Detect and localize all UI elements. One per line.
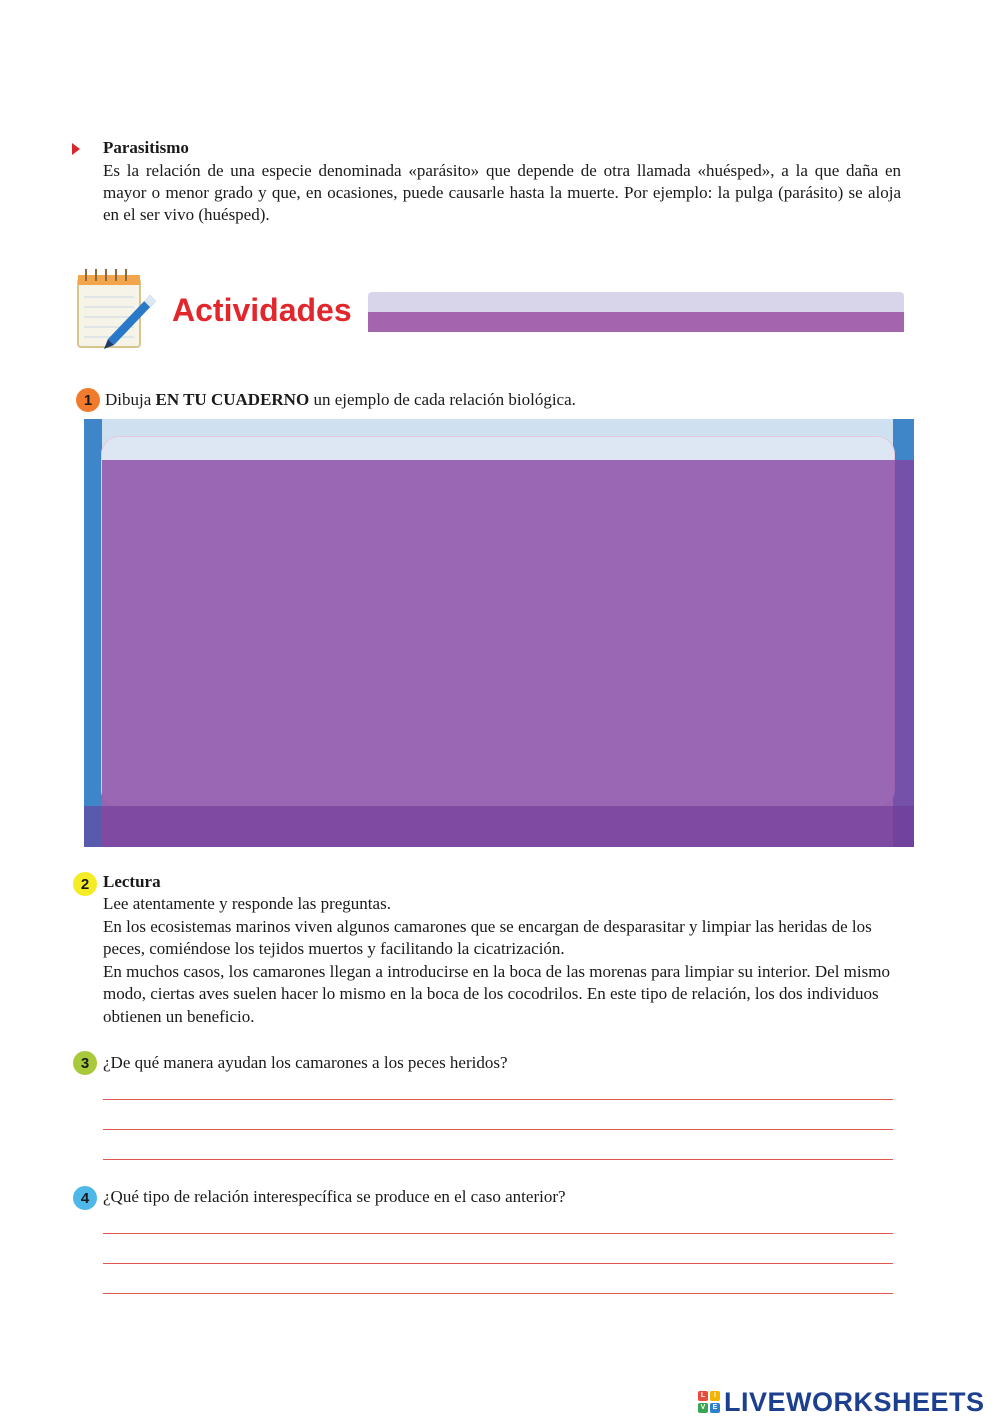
title-bar-light	[368, 292, 904, 312]
answer-line[interactable]	[103, 1099, 893, 1100]
drawing-area-bottom-band	[84, 806, 914, 847]
section-title-parasitism: Parasitismo	[103, 138, 189, 157]
question-number-2: 2	[73, 872, 97, 896]
question-1-text	[105, 389, 576, 411]
answer-line[interactable]	[103, 1233, 893, 1234]
liveworksheets-logo	[698, 1388, 985, 1416]
question-1-text-end: un ejemplo de cada relación biológica.	[309, 390, 576, 409]
logo-grid-icon: L I V E	[698, 1391, 720, 1413]
reading-title: Lectura	[103, 872, 161, 891]
drawing-area-left-strip	[84, 419, 102, 847]
drawing-answer-area[interactable]	[102, 460, 914, 847]
notebook-pen-icon	[70, 265, 160, 353]
activities-title: Actividades	[172, 292, 352, 328]
answer-line[interactable]	[103, 1263, 893, 1264]
question-3-text: ¿De qué manera ayudan los camarones a los peces heridos?	[103, 1053, 508, 1072]
answer-line[interactable]	[103, 1129, 893, 1130]
question-number-4: 4	[73, 1186, 97, 1210]
reading-paragraph: Lee atentamente y responde las preguntas.	[103, 894, 391, 913]
answer-line[interactable]	[103, 1159, 893, 1160]
reading-paragraph: En los ecosistemas marinos viven algunos camarones que se encargan de desparasitar y limpiar las heridas de los peces, comiéndose los tejidos muertos y facilitando la cicatrización.	[103, 916, 872, 958]
logo-text: LIVEWORKSHEETS	[724, 1386, 985, 1417]
question-number-3: 3	[73, 1051, 97, 1075]
bullet-icon	[72, 143, 80, 155]
reading-paragraph: En muchos casos, los camarones llegan a introducirse en la boca de las morenas para limpiar su interior. Del mismo modo, ciertas aves suelen hacer lo mismo en la boca de los cocodrilos. En este tipo de relación, los dos individuos obtienen un beneficio.	[103, 961, 890, 1026]
answer-line[interactable]	[103, 1293, 893, 1294]
question-number-1: 1	[76, 388, 100, 412]
question-4-text: ¿Qué tipo de relación interespecífica se produce en el caso anterior?	[103, 1187, 566, 1206]
parasitism-description: Es la relación de una especie denominada «parásito» que depende de otra llamada «huésped», a la que daña en mayor o menor grado y que, en ocasiones, puede causarle hasta la muerte. Por ejemplo: la pulga (parásito) se aloja en el ser vivo (huésped).	[103, 161, 901, 224]
reading-text	[103, 893, 903, 1028]
title-bar-dark	[368, 312, 904, 332]
question-1-emphasis: EN TU CUADERNO	[155, 390, 310, 409]
question-1-text-start: Dibuja	[105, 390, 156, 409]
